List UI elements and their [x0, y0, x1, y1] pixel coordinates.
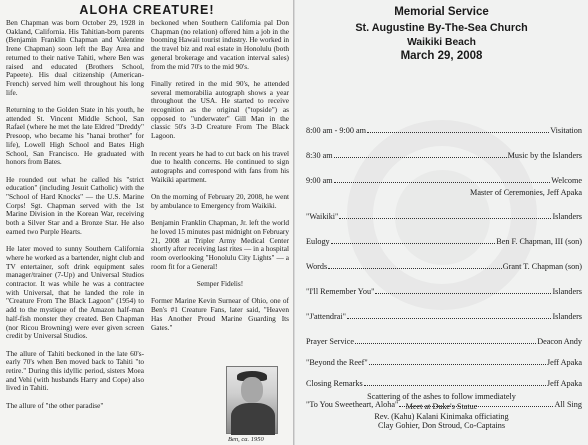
footer-line: Meet at Duke's Statue [405, 401, 478, 411]
service-title: Memorial Service [394, 6, 489, 18]
paragraph: In recent years he had to cut back on his travel due to health concerns. He continued to sign autographs and correspond with fans from his Waikiki apartment. [151, 148, 289, 184]
paragraph: Former Marine Kevin Surnear of Ohio, one of Ben's #1 Creature Fans, later said, "Heaven Has Another Proud Marine Guarding Its Gates." [151, 296, 289, 332]
program-page [295, 0, 588, 445]
footer-line: Clay Gohier, Don Stroud, Co-Captains [377, 421, 506, 431]
program-row: "To You Sweetheart, Aloha" All Sing [306, 400, 582, 409]
obituary-column-1 [6, 19, 144, 419]
paragraph: The allure of "the other paradise" [6, 400, 104, 410]
photo-caption: Ben, ca. 1950 [228, 436, 264, 443]
paragraph: Ben Chapman was born October 29, 1928 in Oakland, California. His Tahitian-born parents (Benjamin Franklin Chapman and Valentine Irene Chapman) soon left the Bay Area and returned to their native Tahiti, where Ben was raised and educated (Brothers School, Papeete). His dual citizenship (American-French) served him well throughout his long life. [6, 18, 144, 97]
program-row: Eulogy Ben F. Chapman, III (son) [306, 237, 582, 246]
program-row: "J'attendrai" Islanders [306, 312, 582, 321]
service-date: March 29, 2008 [400, 50, 483, 62]
program-row: "Waikiki" Islanders [306, 212, 582, 221]
paragraph: Benjamin Franklin Chapman, Jr. left the world he loved 15 minutes past midnight on February 21, 2008 at Tripler Army Medical Center shortly after receiving last rites — in a hospital room overlooking "Honolulu City Lights" — a room fit for a General! [151, 218, 290, 271]
paragraph: He rounded out what he called his "strict education" (including Jesuit Catholic) with the "School of Hard Knocks" — the U.S. Marine Corps! Sgt. Chapman served with the 1st Marine Division in the Korean War, receiving both a Silver Star and a Bronze Star. He also earned two Purple Hearts. [6, 174, 144, 236]
service-location: Waikiki Beach [407, 37, 476, 48]
uniform-shape [231, 403, 275, 435]
program-row: 9:00 am Welcome [306, 176, 582, 185]
face-shape [241, 377, 263, 403]
program-row: "I'll Remember You" Islanders [306, 287, 582, 296]
footer-line: Rev. (Kahu) Kalani Kinimaka officiating [374, 411, 509, 421]
paragraph: Returning to the Golden State in his youth, he attended St. Vincent Middle School, San Rafael (where he met the late Eldred "Dreddy" Presoop, who became his "hanai brother" for life), Lowell High School and Bates High School, San Francisco. He graduated with honors from Bates. [6, 105, 144, 167]
semper-fi-line: Semper Fidelis! [196, 279, 244, 289]
church-name: St. Augustine By-The-Sea Church [355, 22, 528, 34]
obituary-heading: ALOHA CREATURE! [79, 3, 215, 17]
paragraph: Finally retired in the mid 90's, he attended several memorabilia autograph shows a year throughout the USA. He started to receive recognition as the original ("topside") as opposed to "underwater" Gill Man in the classic 50's 3-D Creature From The Black Lagoon. [151, 78, 289, 141]
portrait-photo [226, 366, 278, 434]
program-row: 8:00 am - 9:00 am Visitation [306, 126, 582, 135]
program-row: "Beyond the Reef" Jeff Apaka [306, 358, 582, 367]
footer-line: Scattering of the ashes to follow immediately [367, 392, 516, 401]
paragraph: beckoned when Southern California pal Don Chapman (no relation) offered him a job in the booming Hawaii tourist industry. He worked in the travel biz and real estate in Honolulu (both general brokerage and vacation interval sales) from the mid 70's to the mid 90's. [151, 18, 289, 71]
paragraph: The allure of Tahiti beckoned in the late 60's-early 70's when Ben moved back to Tahiti "to retire." During this idyllic period, sisters Moea and Vehi (with husbands Harry and Cope) also lived in Tahiti. [6, 348, 144, 393]
program-row: Prayer Service Deacon Andy [306, 337, 582, 346]
paragraph: He later moved to sunny Southern California where he worked as a bartender, night club and TV entertainer, soft drink equipment sales manager/trainer (7-Up) and Universal Studios contractor. It was while he was a contractee with Universal, that he landed the role in "Creature From The Black Lagoon" (1954) to add to the mystique of the Amazon half-man half-fish monster they created. Ben Chapman (nor Ricou Browning) were ever given screen credit by Universal Studios. [6, 244, 144, 341]
program-row: 8:30 am Music by the Islanders [306, 151, 582, 160]
program-row: Words Grant T. Chapman (son) [306, 262, 582, 271]
obituary-column-2 [151, 19, 289, 341]
program-row: Closing Remarks Jeff Apaka [306, 379, 582, 388]
program-subline: Master of Ceremonies, Jeff Apaka [470, 188, 582, 197]
program-footer [295, 392, 588, 431]
paragraph: On the morning of February 20, 2008, he went by ambulance to Emergency from Waikiki. [151, 192, 289, 210]
